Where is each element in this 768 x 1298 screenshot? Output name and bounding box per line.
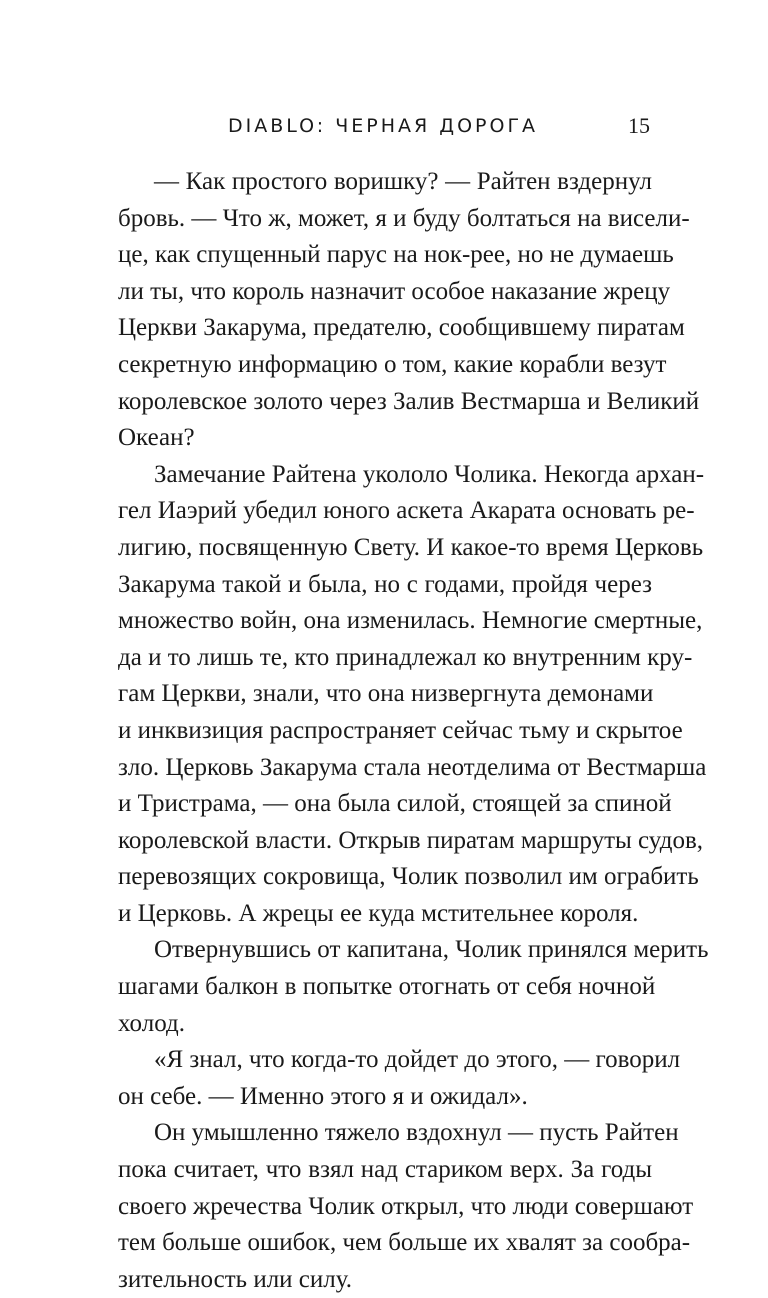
text-line: Он умышленно тяжело вздохнул — пусть Райтен [154,1119,679,1147]
text-line: он себе. — Именно этого я и ожидал». [118,1082,528,1110]
text-line: и Церковь. А жрецы ее куда мстительнее короля. [118,899,639,927]
text-line: зло. Церковь Закарума стала неотделима от Вестмарша [118,753,707,781]
text-line: «Я знал, что когда-то дойдет до этого, — говорил [154,1046,681,1074]
text-line: перевозящих сокровища, Чолик позволил им ограбить [118,863,699,891]
text-line: да и то лишь те, кто принадлежал ко внутренним кру- [118,643,693,671]
text-line: гам Церкви, знали, что она низвергнута демонами [118,680,654,708]
text-line: ли ты, что король назначит особое наказание жрецу [118,277,671,305]
text-line: пока считает, что взял над стариком верх. За годы [118,1156,652,1184]
text-line: шагами балкон в попытке отогнать от себя ночной [118,973,656,1001]
page-number: 15 [628,113,650,138]
text-line: Закарума такой и была, но с годами, пройдя через [118,570,652,598]
text-line: лигию, посвященную Свету. И какое-то время Церковь [118,533,704,561]
text-line: — Как простого воришку? — Райтен вздернул [154,168,652,195]
text-line: королевской власти. Открыв пиратам маршруты судов, [118,826,704,854]
text-line: бровь. — Что ж, может, я и буду болтаться на висели- [118,204,690,232]
text-line: гел Иаэрий убедил юного аскета Акарата основать ре- [118,497,695,525]
text-line: це, как спущенный парус на нок-рее, но не думаешь [118,241,674,269]
body-text [118,164,709,1298]
book-title: DIABLO: ЧЕРНАЯ ДОРОГА [228,115,539,137]
text-line: Океан? [118,424,195,452]
text-line: и инквизиция распространяет сейчас тьму и скрытое [118,716,683,744]
text-line: множество войн, она изменилась. Немногие смертные, [118,607,703,635]
running-head [0,112,768,142]
text-line: Замечание Райтена укололо Чолика. Некогда архан- [154,460,705,488]
text-line: холод. [118,1009,185,1037]
text-line: секретную информацию о том, какие корабли везут [118,350,667,378]
text-line: Церкви Закарума, предателю, сообщившему пиратам [118,314,685,342]
text-line: и Тристрама, — она была силой, стоящей за спиной [118,790,672,818]
text-line: Отвернувшись от капитана, Чолик принялся мерить [154,936,709,964]
text-line: королевское золото через Залив Вестмарша и Великий [118,387,700,415]
text-line: своего жречества Чолик открыл, что люди совершают [118,1192,694,1220]
text-line: зительность или силу. [118,1265,353,1293]
text-line: тем больше ошибок, чем больше их хвалят за сообра- [118,1229,691,1257]
